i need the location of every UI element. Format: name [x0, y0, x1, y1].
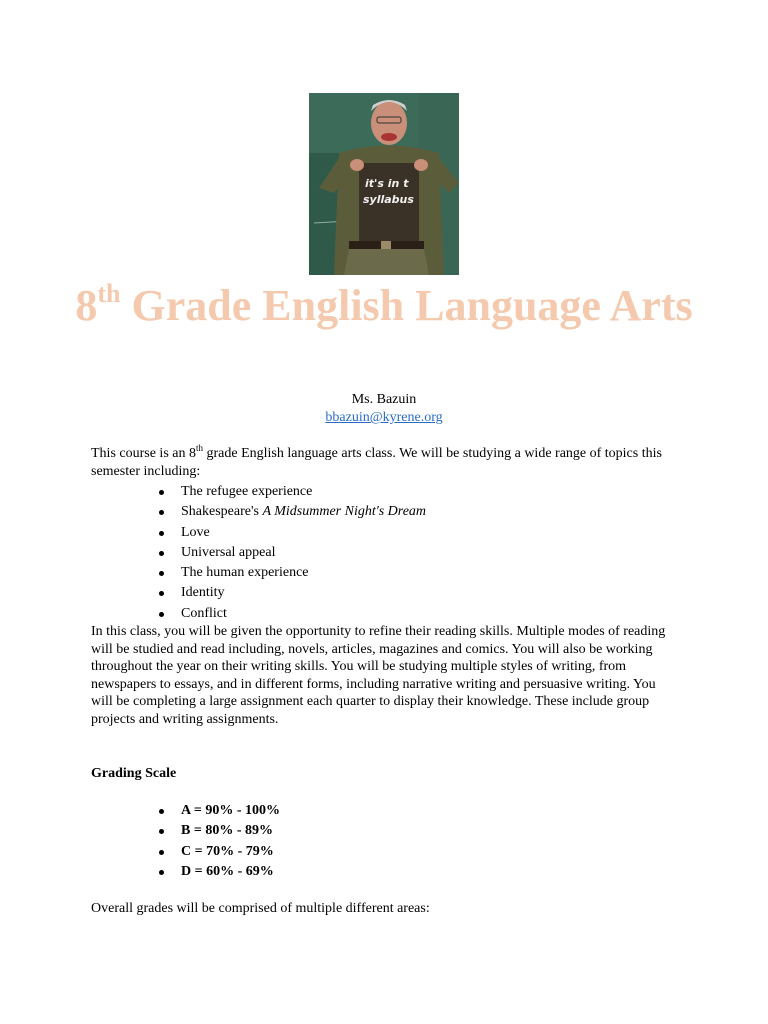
- topic-italic-title: A Midsummer Night's Dream: [262, 504, 427, 520]
- list-item: [157, 482, 426, 502]
- intro-superscript: th: [195, 443, 203, 453]
- teacher-photo: [309, 93, 459, 275]
- grading-heading: Grading Scale: [91, 766, 177, 781]
- email-line: [0, 409, 768, 427]
- list-item: [157, 563, 426, 583]
- list-item: [157, 523, 426, 543]
- page-title: [0, 280, 768, 332]
- list-item: A = 90% - 100%: [157, 801, 280, 821]
- title-prefix: 8: [75, 281, 98, 330]
- teacher-name: Ms. Bazuin: [351, 392, 417, 407]
- overall-grades-text: Overall grades will be comprised of multiple different areas:: [91, 901, 430, 916]
- list-item: [157, 604, 426, 624]
- shirt-text-line2: syllabus: [363, 193, 414, 206]
- title-rest: Grade English Language Arts: [120, 281, 693, 330]
- list-item: [157, 543, 426, 563]
- topic-prefix: Shakespeare's: [181, 504, 263, 520]
- topic-text: The human experience: [181, 565, 309, 581]
- intro-part1: This course is an 8: [91, 446, 196, 461]
- topic-text: Conflict: [181, 605, 227, 621]
- list-item: [157, 502, 426, 522]
- shirt-text-line1: it's in t: [365, 177, 409, 190]
- title-superscript: th: [97, 279, 121, 308]
- intro-paragraph: [91, 445, 681, 480]
- topics-list: [157, 482, 426, 624]
- email-link[interactable]: bbazuin@kyrene.org: [325, 410, 443, 425]
- topic-text: Identity: [181, 585, 225, 601]
- topic-text: The refugee experience: [181, 484, 313, 499]
- list-item: [157, 583, 426, 603]
- topic-text: Love: [181, 524, 210, 540]
- topic-text: Universal appeal: [181, 544, 276, 560]
- grades-list: [157, 801, 280, 882]
- body-paragraph: In this class, you will be given the opportunity to refine their reading skills. Multiple modes of reading will be studied and read including, novels, articles, magazines and comics. You will also be working throughout the year on their writing skills. You will be studying multiple styles of writing, from newspapers to essays, and in different forms, including narrative writing and persuasive writing. You will be completing a large assignment each quarter to display their knowledge. These include group projects and writing assignments.: [91, 624, 666, 727]
- list-item: B = 80% - 89%: [157, 821, 280, 841]
- list-item: C = 70% - 79%: [157, 842, 280, 862]
- intro-part2: grade English language arts class. We will be studying a wide range of topics this semester including:: [91, 446, 662, 479]
- list-item: D = 60% - 69%: [157, 862, 280, 882]
